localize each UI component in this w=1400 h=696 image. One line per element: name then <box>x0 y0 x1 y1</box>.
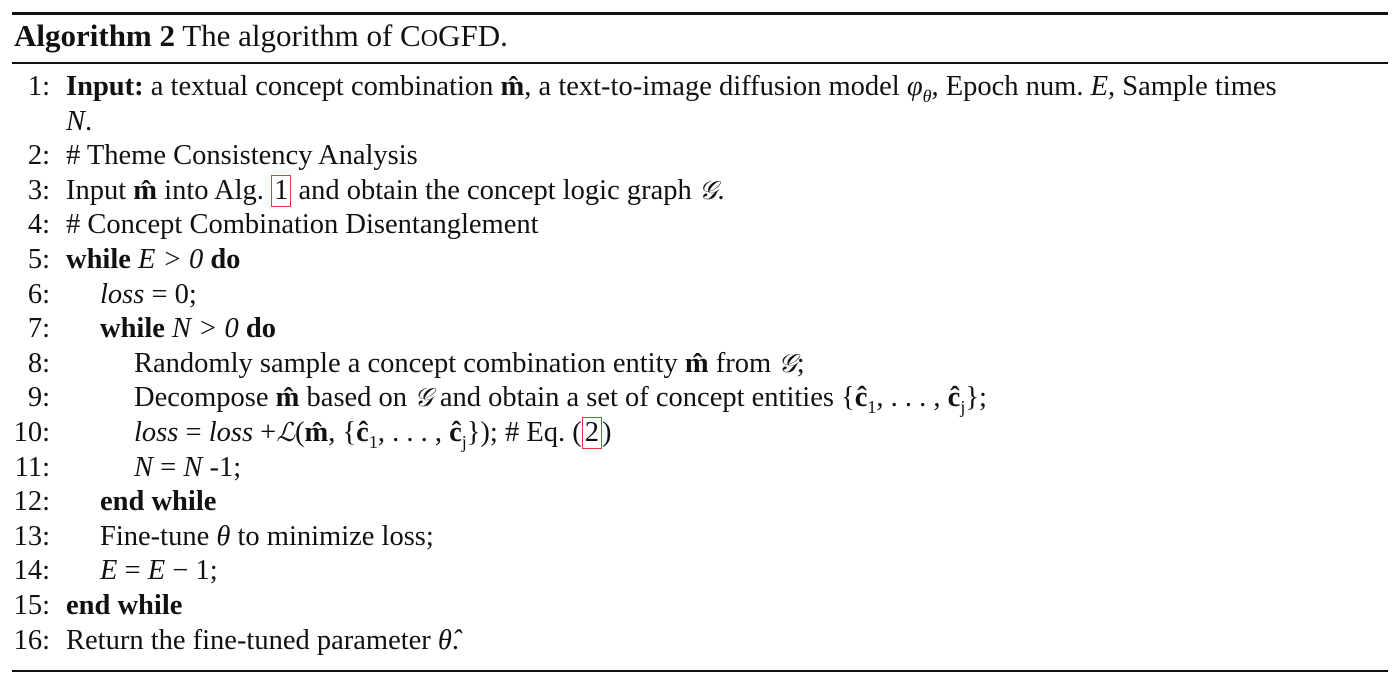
math-theta-hat: θ̂ <box>437 624 452 656</box>
text-span: , Epoch num. <box>931 71 1091 102</box>
math-loss: loss <box>100 278 145 310</box>
bottom-rule <box>12 670 1388 672</box>
line-number: 6: <box>27 278 50 310</box>
caption-text: The algorithm of <box>182 18 401 53</box>
text-span: Return the fine-tuned parameter <box>66 624 438 656</box>
math-c-hat: ĉ <box>854 382 868 414</box>
line-number: 9: <box>27 382 50 414</box>
math-loss: loss <box>208 416 254 448</box>
keyword-end-while: end while <box>66 589 183 621</box>
caption-name-o: O <box>420 26 439 52</box>
line-text <box>134 416 612 453</box>
text-span: into Alg. <box>157 174 272 206</box>
caption-name-c: C <box>400 18 421 53</box>
text-span: , . . . , <box>377 416 450 448</box>
keyword-do: do <box>245 313 277 345</box>
text-span: = <box>117 555 148 587</box>
algorithm-line-16 <box>0 624 1400 659</box>
text-span: to minimize loss; <box>230 520 434 552</box>
line-number: 8: <box>27 347 50 379</box>
line-number: 15: <box>13 589 50 621</box>
line-number: 1: <box>27 71 50 102</box>
algorithm-line-10 <box>0 416 1400 451</box>
line-text <box>134 451 241 486</box>
algorithm-line-2 <box>0 139 1400 174</box>
math-subscript: 1 <box>368 431 378 452</box>
text-span: , { <box>328 416 357 448</box>
algorithm-line-7 <box>0 312 1400 347</box>
math-m-hat: m̂ <box>133 174 158 206</box>
keyword-while: while <box>66 243 131 275</box>
line-text <box>134 381 987 418</box>
line-text <box>66 243 240 278</box>
math-E: E <box>100 555 118 587</box>
line-number: 13: <box>13 520 50 552</box>
top-rule <box>12 12 1388 15</box>
line-number: 14: <box>13 555 50 587</box>
line-continuation <box>66 105 92 140</box>
line-number: 7: <box>27 313 50 345</box>
algorithm-line-11 <box>0 451 1400 486</box>
math-N: N <box>66 105 86 137</box>
math-subscript: j <box>960 397 966 418</box>
math-m-hat: m̂ <box>275 382 300 414</box>
text-span: ) <box>602 416 612 448</box>
algorithm-label: Algorithm 2 <box>14 18 176 53</box>
text-span: − 1; <box>165 555 218 587</box>
text-span: , a text-to-image diffusion model <box>524 71 907 102</box>
algorithm-line-8 <box>0 347 1400 382</box>
text-span: from <box>708 347 779 379</box>
line-text <box>66 624 459 659</box>
text-span: Randomly sample a concept combination entity <box>134 347 685 379</box>
text-span: . <box>717 174 725 206</box>
line-text <box>66 70 1277 107</box>
math-m-hat: m̂ <box>500 71 525 102</box>
keyword-end-while: end while <box>100 486 217 518</box>
math-N: N <box>134 451 154 483</box>
algorithm-line-9 <box>0 381 1400 416</box>
algorithm-line-12 <box>0 485 1400 520</box>
caption-name-rest: GFD. <box>438 18 508 53</box>
keyword: Input: <box>66 71 144 102</box>
text-span: , . . . , <box>876 382 948 414</box>
algorithm-line-5 <box>0 243 1400 278</box>
math-condition: N > 0 <box>164 313 246 345</box>
math-phi: φ <box>906 71 923 102</box>
math-graph-G: 𝒢 <box>698 175 718 206</box>
algorithm-line-14 <box>0 554 1400 589</box>
line-number: 4: <box>27 209 50 241</box>
text-span: + <box>253 416 277 448</box>
line-number: 5: <box>27 243 50 275</box>
line-text <box>100 278 197 313</box>
line-number: 12: <box>13 486 50 518</box>
algorithm-line-3 <box>0 174 1400 209</box>
line-number: 16: <box>13 624 50 656</box>
text-span: ; <box>796 347 805 379</box>
math-graph-G: 𝒢 <box>778 348 797 379</box>
algorithm-line-4 <box>0 208 1400 243</box>
math-E: E <box>1090 71 1109 102</box>
math-subscript: 1 <box>867 397 877 418</box>
keyword-do: do <box>210 243 241 275</box>
text-span: , Sample times <box>1108 71 1277 102</box>
math-loss: loss <box>134 416 179 448</box>
text-span: based on <box>299 382 415 414</box>
algorithm-line-6 <box>0 278 1400 313</box>
math-m-hat: m̂ <box>304 416 329 448</box>
text-span: = <box>178 416 209 448</box>
caption-rule <box>12 62 1388 64</box>
algorithm-ref-link[interactable]: 1 <box>271 175 291 207</box>
text-span: Decompose <box>134 382 276 414</box>
line-text <box>134 347 805 382</box>
math-theta: θ <box>216 520 231 552</box>
text-span: Fine-tune <box>100 520 217 552</box>
text-span: ( <box>294 416 305 448</box>
algorithm-line-15 <box>0 589 1400 624</box>
math-m-hat: m̂ <box>684 347 709 379</box>
text-span: = 0; <box>144 278 197 310</box>
line-number: 11: <box>14 451 50 483</box>
text-span: a textual concept combination <box>143 71 501 102</box>
math-N: N <box>183 451 203 483</box>
text-span: Input <box>66 174 134 206</box>
text-span: . <box>85 105 93 137</box>
line-number: 2: <box>27 140 50 172</box>
text-span: }); # Eq. ( <box>466 416 582 448</box>
math-c-hat: ĉ <box>356 416 369 448</box>
line-text <box>100 554 218 589</box>
math-theta-sub: θ <box>922 86 932 106</box>
math-c-hat: ĉ <box>449 416 462 448</box>
math-condition: E > 0 <box>130 243 211 275</box>
algorithm-body <box>0 70 1400 658</box>
line-text: # Concept Combination Disentanglement <box>66 209 539 241</box>
text-span: and obtain the concept logic graph <box>291 174 699 206</box>
line-text <box>100 520 434 555</box>
math-loss-function: ℒ <box>276 417 295 448</box>
algorithm-line-13 <box>0 520 1400 555</box>
line-number: 3: <box>27 174 50 206</box>
line-text: # Theme Consistency Analysis <box>66 140 418 172</box>
math-subscript: j <box>461 431 467 452</box>
text-span: and obtain a set of concept entities { <box>432 382 855 414</box>
line-text <box>100 312 276 347</box>
equation-ref-link[interactable]: 2 <box>582 417 602 449</box>
text-span: . <box>451 624 460 656</box>
line-number: 10: <box>13 416 50 448</box>
text-span: -1; <box>202 451 242 483</box>
line-text <box>66 174 725 209</box>
text-span: = <box>153 451 184 483</box>
text-span: }; <box>965 382 987 414</box>
keyword-while: while <box>100 313 165 345</box>
math-E: E <box>147 555 166 587</box>
math-graph-G: 𝒢 <box>414 383 433 414</box>
algorithm-caption <box>14 16 508 59</box>
algorithm-line-1 <box>0 70 1400 139</box>
math-c-hat: ĉ <box>947 382 961 414</box>
